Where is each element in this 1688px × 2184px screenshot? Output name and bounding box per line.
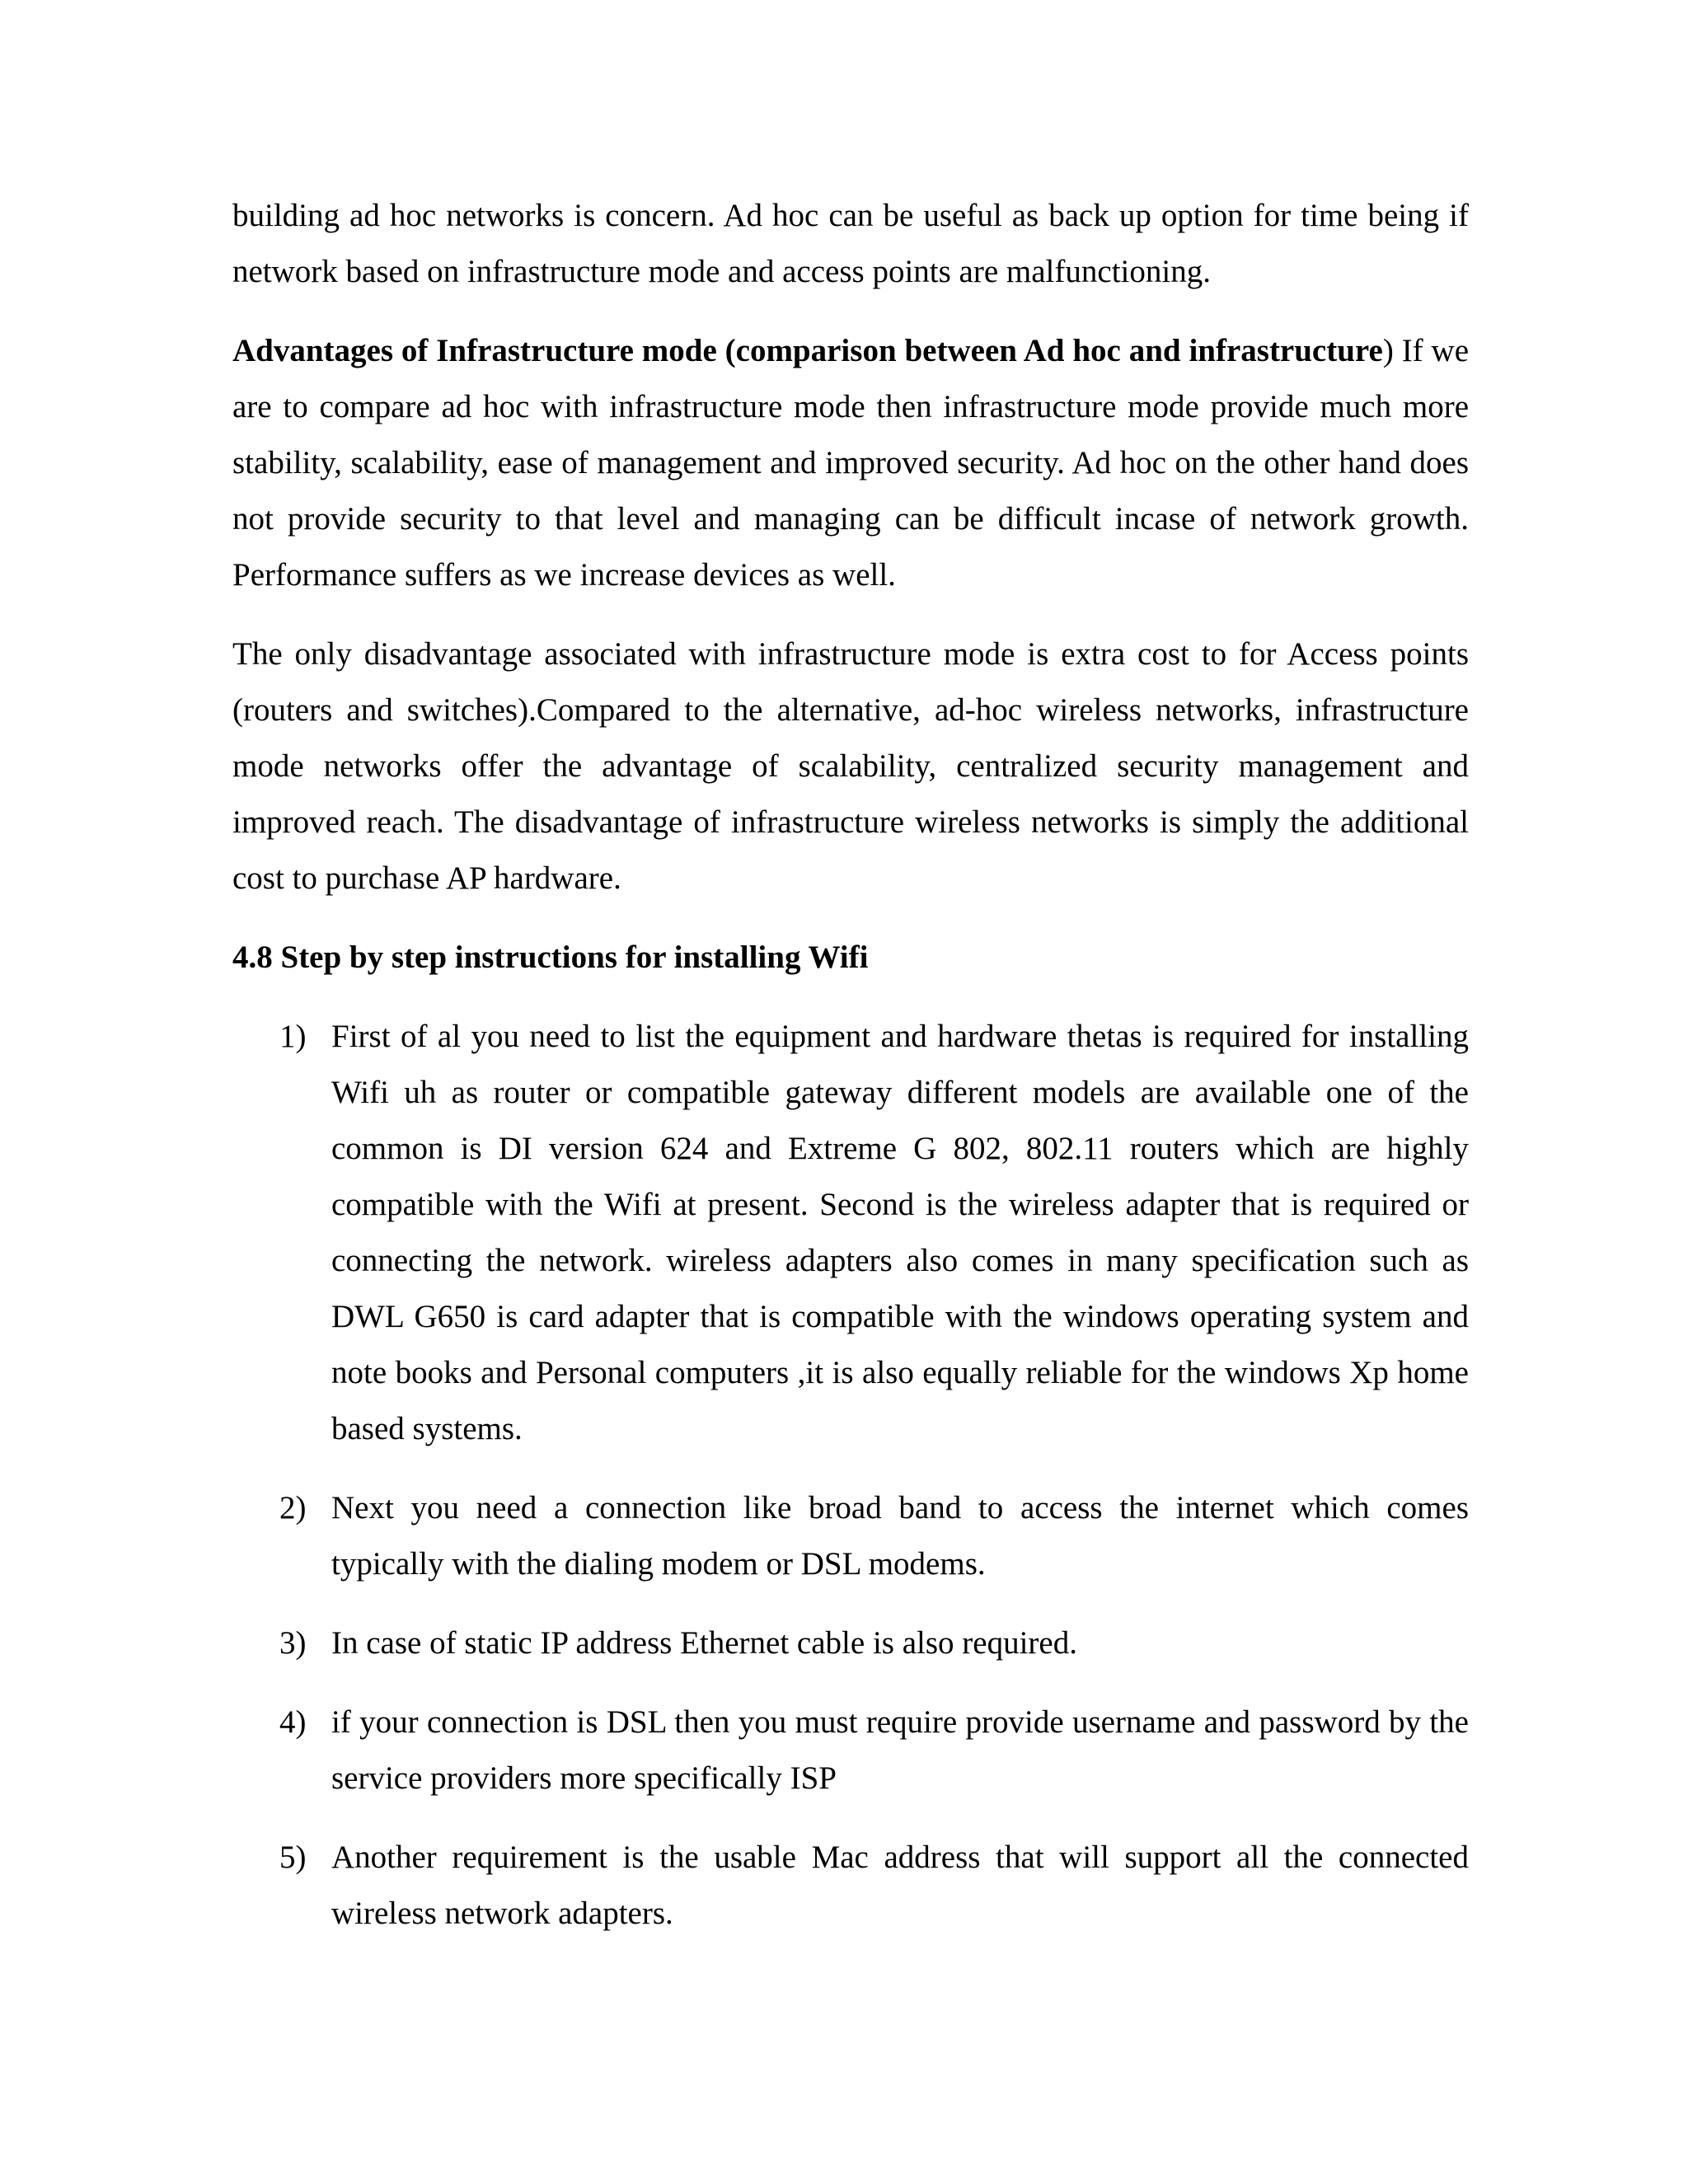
list-item <box>232 1830 1469 1942</box>
list-item-text: First of al you need to list the equipment and hardware thetas is required for installing Wifi uh as router or compatible gateway different models are available one of the common is DI version 624 and Extreme G 802, 802.11 routers which are highly compatible with the Wifi at present. Second is the wireless adapter that is required or connecting the network. wireless adapters also comes in many specification such as DWL G650 is card adapter that is compatible with the windows operating system and note books and Personal computers ,it is also equally reliable for the windows Xp home based systems. <box>331 1019 1469 1446</box>
list-item-number: 3) <box>279 1625 307 1661</box>
list-item-text: Next you need a connection like broad band to access the internet which comes typically with the dialing modem or DSL modems. <box>331 1490 1469 1582</box>
list-item-number: 2) <box>279 1490 307 1526</box>
advantages-heading-close: ) <box>1382 333 1394 368</box>
list-item <box>232 1480 1469 1592</box>
section-heading: 4.8 Step by step instructions for installing Wifi <box>232 940 869 975</box>
list-item-text: if your connection is DSL then you must require provide username and password by the service providers more specifically ISP <box>331 1704 1469 1796</box>
advantages-heading: Advantages of Infrastructure mode (comparison between Ad hoc and infrastructure <box>232 333 1383 368</box>
intro-paragraph: building ad hoc networks is concern. Ad hoc can be useful as back up option for time being if network based on infrastructure mode and access points are malfunctioning. <box>232 198 1469 289</box>
advantages-body: If we are to compare ad hoc with infrastructure mode then infrastructure mode provide much more stability, scalability, ease of management and improved security. Ad hoc on the other hand does not provide security to that level and managing can be difficult incase of network growth. Performance suffers as we increase devices as well. <box>232 333 1470 593</box>
list-item-number: 5) <box>279 1840 307 1875</box>
page-content <box>232 188 1469 1965</box>
list-item <box>232 1694 1469 1807</box>
list-item-number: 4) <box>279 1704 307 1740</box>
advantages-paragraph <box>232 323 1469 603</box>
list-item-number: 1) <box>279 1019 307 1054</box>
list-item-text: In case of static IP address Ethernet cable is also required. <box>331 1625 1077 1661</box>
list-item-text: Another requirement is the usable Mac address that will support all the connected wireless network adapters. <box>331 1840 1469 1931</box>
list-item <box>232 1615 1469 1671</box>
list-item <box>232 1009 1469 1457</box>
disadvantage-paragraph: The only disadvantage associated with infrastructure mode is extra cost to for Access points (routers and switches).Compared to the alternative, ad-hoc wireless networks, infrastructure mode networks offer the advantage of scalability, centralized security management and improved reach. The disadvantage of infrastructure wireless networks is simply the additional cost to purchase AP hardware. <box>232 636 1469 896</box>
steps-list <box>232 1009 1469 1942</box>
